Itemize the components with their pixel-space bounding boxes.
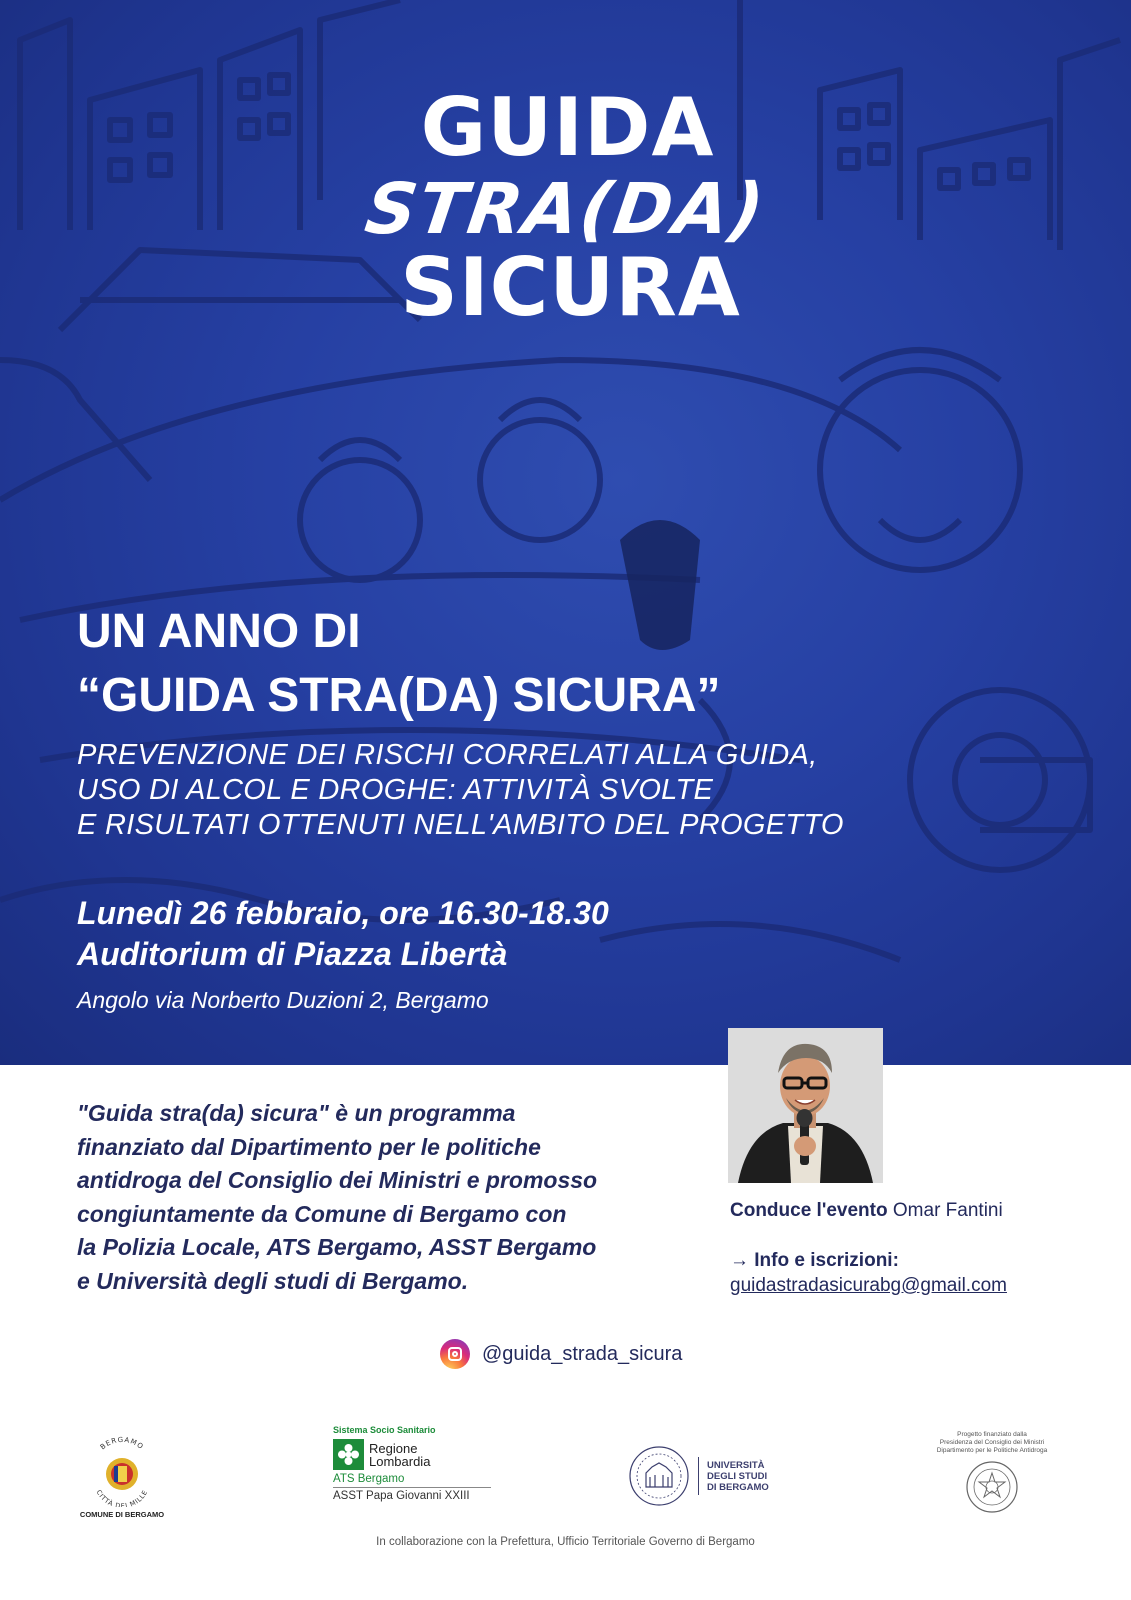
logo-word-sicura: SICURA xyxy=(400,241,741,334)
event-venue: Auditorium di Piazza Libertà xyxy=(77,936,508,972)
presidenza-line-3: Dipartimento per le Politiche Antidroga xyxy=(936,1447,1048,1454)
subheadline-line-2: USO DI ALCOL E DROGHE: ATTIVITÀ SVOLTE xyxy=(77,774,714,806)
logo-unibg xyxy=(628,1445,788,1507)
host-name: Omar Fantini xyxy=(892,1200,1003,1221)
event-subheadline xyxy=(77,738,844,843)
event-headline xyxy=(77,600,721,728)
logo-comune-bergamo xyxy=(72,1432,172,1519)
logo-word-strada: STRA(DA) xyxy=(360,168,771,250)
logo-regione-lombardia xyxy=(333,1425,503,1502)
unibg-divider xyxy=(698,1457,699,1495)
comune-name: COMUNE DI BERGAMO xyxy=(79,1510,165,1519)
contact-email-link[interactable]: guidastradasicurabg@gmail.com xyxy=(730,1275,1007,1296)
presidenza-line-1: Progetto finanziato dalla xyxy=(957,1431,1027,1438)
description-line-5: la Polizia Locale, ATS Bergamo, ASST Bergamo xyxy=(77,1234,597,1260)
description-line-6: e Università degli studi di Bergamo. xyxy=(77,1267,469,1294)
subheadline-line-1: PREVENZIONE DEI RISCHI CORRELATI ALLA GUIDA, xyxy=(77,739,818,771)
info-registration xyxy=(730,1248,1007,1298)
info-title: → Info e iscrizioni: xyxy=(730,1250,899,1271)
regione-rose-icon xyxy=(333,1439,364,1470)
comune-arc-top: BERGAMO xyxy=(98,1435,146,1452)
asst-name: ASST Papa Giovanni XXIII xyxy=(333,1490,470,1502)
unibg-line-1: UNIVERSITÀ xyxy=(707,1459,765,1471)
partner-logos xyxy=(0,1425,1131,1535)
regione-divider xyxy=(333,1487,491,1488)
comune-crest-icon xyxy=(72,1432,172,1507)
unibg-seal-icon xyxy=(628,1445,690,1507)
description-line-2: finanziato dal Dipartimento per le politiche xyxy=(77,1133,541,1160)
regione-name-line-1: Regione xyxy=(369,1440,418,1456)
instagram-icon xyxy=(440,1339,470,1369)
host-photo xyxy=(728,1028,883,1183)
italian-republic-emblem-icon xyxy=(964,1459,1020,1515)
event-datetime: Lunedì 26 febbraio, ore 16.30-18.30 xyxy=(77,895,609,931)
comune-arc-bottom: CITTÀ DEI MILLE xyxy=(94,1488,150,1507)
event-logo xyxy=(0,81,1131,334)
regione-system-label: Sistema Socio Sanitario xyxy=(333,1425,436,1435)
instagram-handle-text: @guida_strada_sicura xyxy=(482,1342,683,1365)
host-label: Conduce l'evento xyxy=(730,1200,888,1221)
headline-line-1: UN ANNO DI xyxy=(77,605,361,658)
svg-text:BERGAMO xyxy=(99,1436,145,1451)
instagram-handle[interactable] xyxy=(440,1339,682,1369)
event-address: Angolo via Norberto Duzioni 2, Bergamo xyxy=(77,987,489,1013)
event-when-where xyxy=(77,893,609,975)
description-line-4: congiuntamente da Comune di Bergamo con xyxy=(77,1200,567,1227)
host-portrait-image xyxy=(728,1028,883,1183)
logo-presidenza-consiglio xyxy=(922,1431,1062,1520)
headline-line-2: “GUIDA STRA(DA) SICURA” xyxy=(77,669,721,722)
unibg-line-2: DEGLI STUDI xyxy=(707,1470,768,1482)
description-line-1: "Guida stra(da) sicura" è un programma xyxy=(77,1100,516,1126)
event-host xyxy=(730,1200,1003,1222)
program-description xyxy=(77,1097,677,1298)
unibg-line-3: DI BERGAMO xyxy=(707,1481,769,1493)
logo-word-guida: GUIDA xyxy=(420,81,715,174)
ats-name: ATS Bergamo xyxy=(333,1473,405,1485)
regione-name-line-2: Lombardia xyxy=(369,1453,431,1469)
footer-collaboration-note: In collaborazione con la Prefettura, Ufficio Territoriale Governo di Bergamo xyxy=(376,1536,755,1548)
description-line-3: antidroga del Consiglio dei Ministri e promosso xyxy=(77,1167,598,1193)
svg-text:CITTÀ DEI MILLE xyxy=(95,1489,150,1507)
subheadline-line-3: E RISULTATI OTTENUTI NELL'AMBITO DEL PROGETTO xyxy=(77,809,844,841)
presidenza-line-2: Presidenza del Consiglio dei Ministri xyxy=(939,1439,1045,1446)
